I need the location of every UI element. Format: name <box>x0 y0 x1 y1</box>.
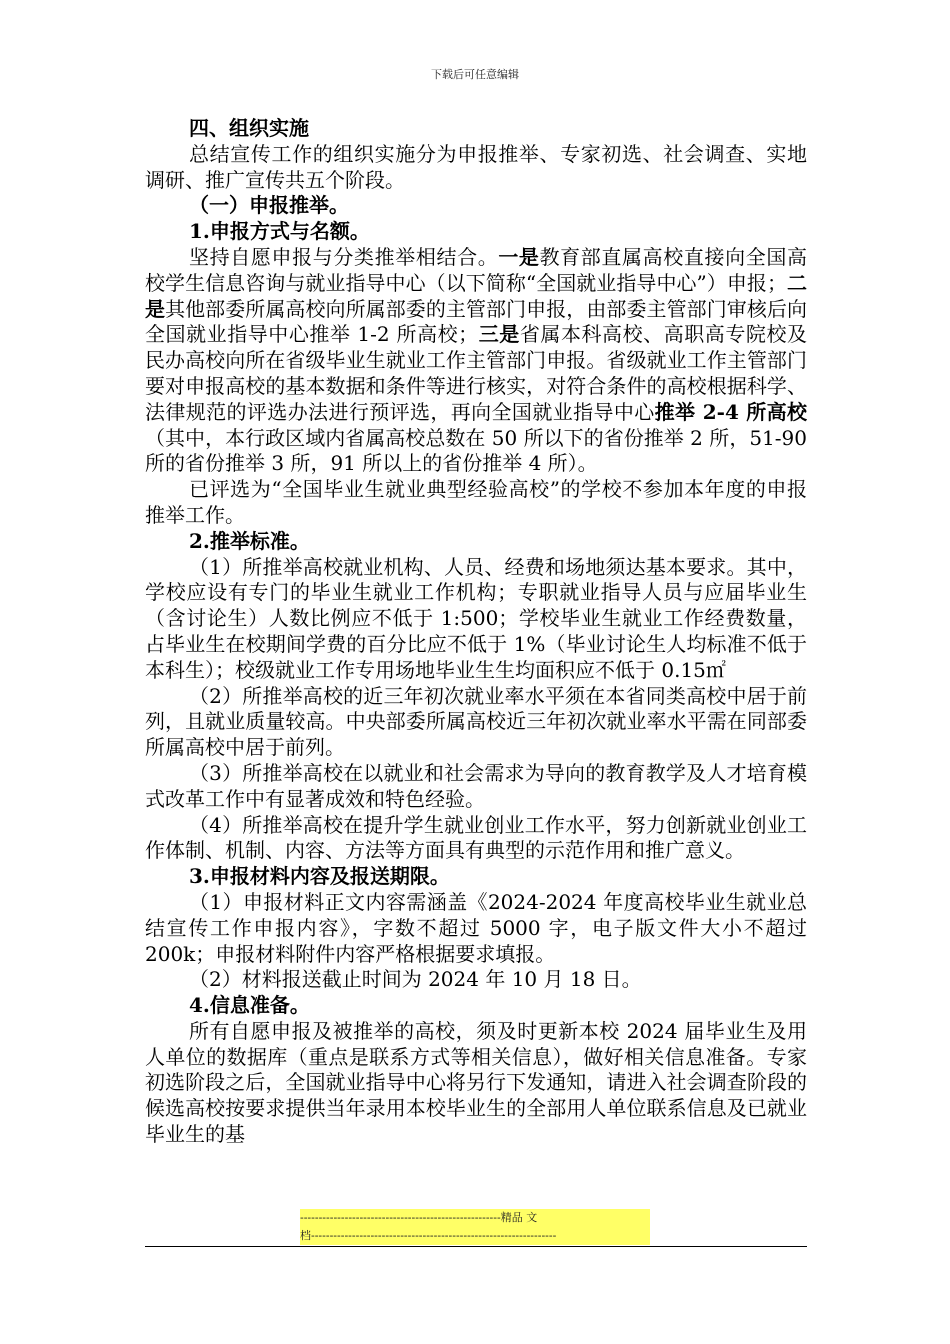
footer-watermark-line-1: ------------------------------------------------------精品 文 <box>300 1209 650 1227</box>
materials-1: （1）申报材料正文内容需涵盖《2024-2024 年度高校毕业生就业总结宣传工作申报内容》，字数不超过 5000 字，电子版文件大小不超过 200k；申报材料附件内容严格根据要求填报。 <box>145 889 807 966</box>
heading-4: 4.信息准备。 <box>189 993 310 1018</box>
footer-divider <box>145 1246 807 1247</box>
text-run: （其中，本行政区域内省属高校总数在 50 所以下的省份推举 2 所，51-90 所的省份推举 3 所，91 所以上的省份推举 4 所）。 <box>145 425 807 476</box>
criterion-4: （4）所推举高校在提升学生就业创业工作水平，努力创新就业创业工作体制、机制、内容、方法等方面具有典型的示范作用和推广意义。 <box>145 812 807 863</box>
heading-1: 1.申报方式与名额。 <box>189 219 370 244</box>
emphasis-quota: 推举 2-4 所高校 <box>654 399 808 424</box>
heading-2: 2.推举标准。 <box>189 528 310 553</box>
text-run: 坚持自愿申报与分类推举相结合。 <box>189 244 499 269</box>
text-run: 教育部直属高校直接向全国高校学生信息咨询与就业指导中心（以下简称“全国就业指导中心”）申报； <box>145 244 808 295</box>
footer-watermark-line-2: 档------------------------------------------------------------------ <box>300 1227 650 1245</box>
criterion-1: （1）所推举高校就业机构、人员、经费和场地须达基本要求。其中，学校应设有专门的毕业生就业工作机构；专职就业指导人员与应届毕业生（含讨论生）人数比例应不低于 1:500；学校毕业生就业工作经费数量，占毕业生在校期间学费的百分比应不低于 1%（毕业讨论生人均标准不低于本科生）；校级就业工作专用场地毕业生生均面积应不低于 0.15㎡ <box>145 554 807 682</box>
paragraph-exclusion: 已评选为“全国毕业生就业典型经验高校”的学校不参加本年度的申报推举工作。 <box>145 477 807 527</box>
section-title: 四、组织实施 <box>189 116 309 140</box>
document-body <box>145 116 807 1148</box>
emphasis-first: 一是 <box>498 244 540 269</box>
info-paragraph: 所有自愿申报及被推举的高校，须及时更新本校 2024 届毕业生及用人单位的数据库（重点是联系方式等相关信息），做好相关信息准备。专家初选阶段之后，全国就业指导中心将另行下发通知，请进入社会调查阶段的候选高校按要求提供当年录用本校毕业生的全部用人单位联系信息及已就业毕业生的基 <box>145 1018 807 1147</box>
emphasis-second: 二是 <box>145 270 807 321</box>
intro-paragraph: 总结宣传工作的组织实施分为申报推举、专家初选、社会调查、实地调研、推广宣传共五个阶段。 <box>145 141 807 192</box>
subsection-heading: （一）申报推举。 <box>189 193 349 218</box>
text-run: 其他部委所属高校向所属部委的主管部门申报，由部委主管部门审核后向全国就业指导中心推举 1-2 所高校； <box>145 296 807 347</box>
emphasis-third: 三是 <box>478 322 520 347</box>
criterion-3: （3）所推举高校在以就业和社会需求为导向的教育教学及人才培育模式改革工作中有显著成效和特色经验。 <box>145 760 807 811</box>
paragraph-application-method <box>145 245 807 477</box>
heading-3: 3.申报材料内容及报送期限。 <box>189 864 450 889</box>
materials-2: （2）材料报送截止时间为 2024 年 10 月 18 日。 <box>189 967 642 992</box>
header-note: 下载后可任意编辑 <box>431 68 519 81</box>
text-run: 省属本科高校、高职高专院校及民办高校向所在省级毕业生就业工作主管部门申报。省级就业工作主管部门要对申报高校的基本数据和条件等进行核实，对符合条件的高校根据科学、法律规范的评选办法进行预评选，再向全国就业指导中心 <box>145 322 808 424</box>
criterion-2: （2）所推举高校的近三年初次就业率水平须在本省同类高校中居于前列，且就业质量较高。中央部委所属高校近三年初次就业率水平需在同部委所属高校中居于前列。 <box>145 683 807 760</box>
